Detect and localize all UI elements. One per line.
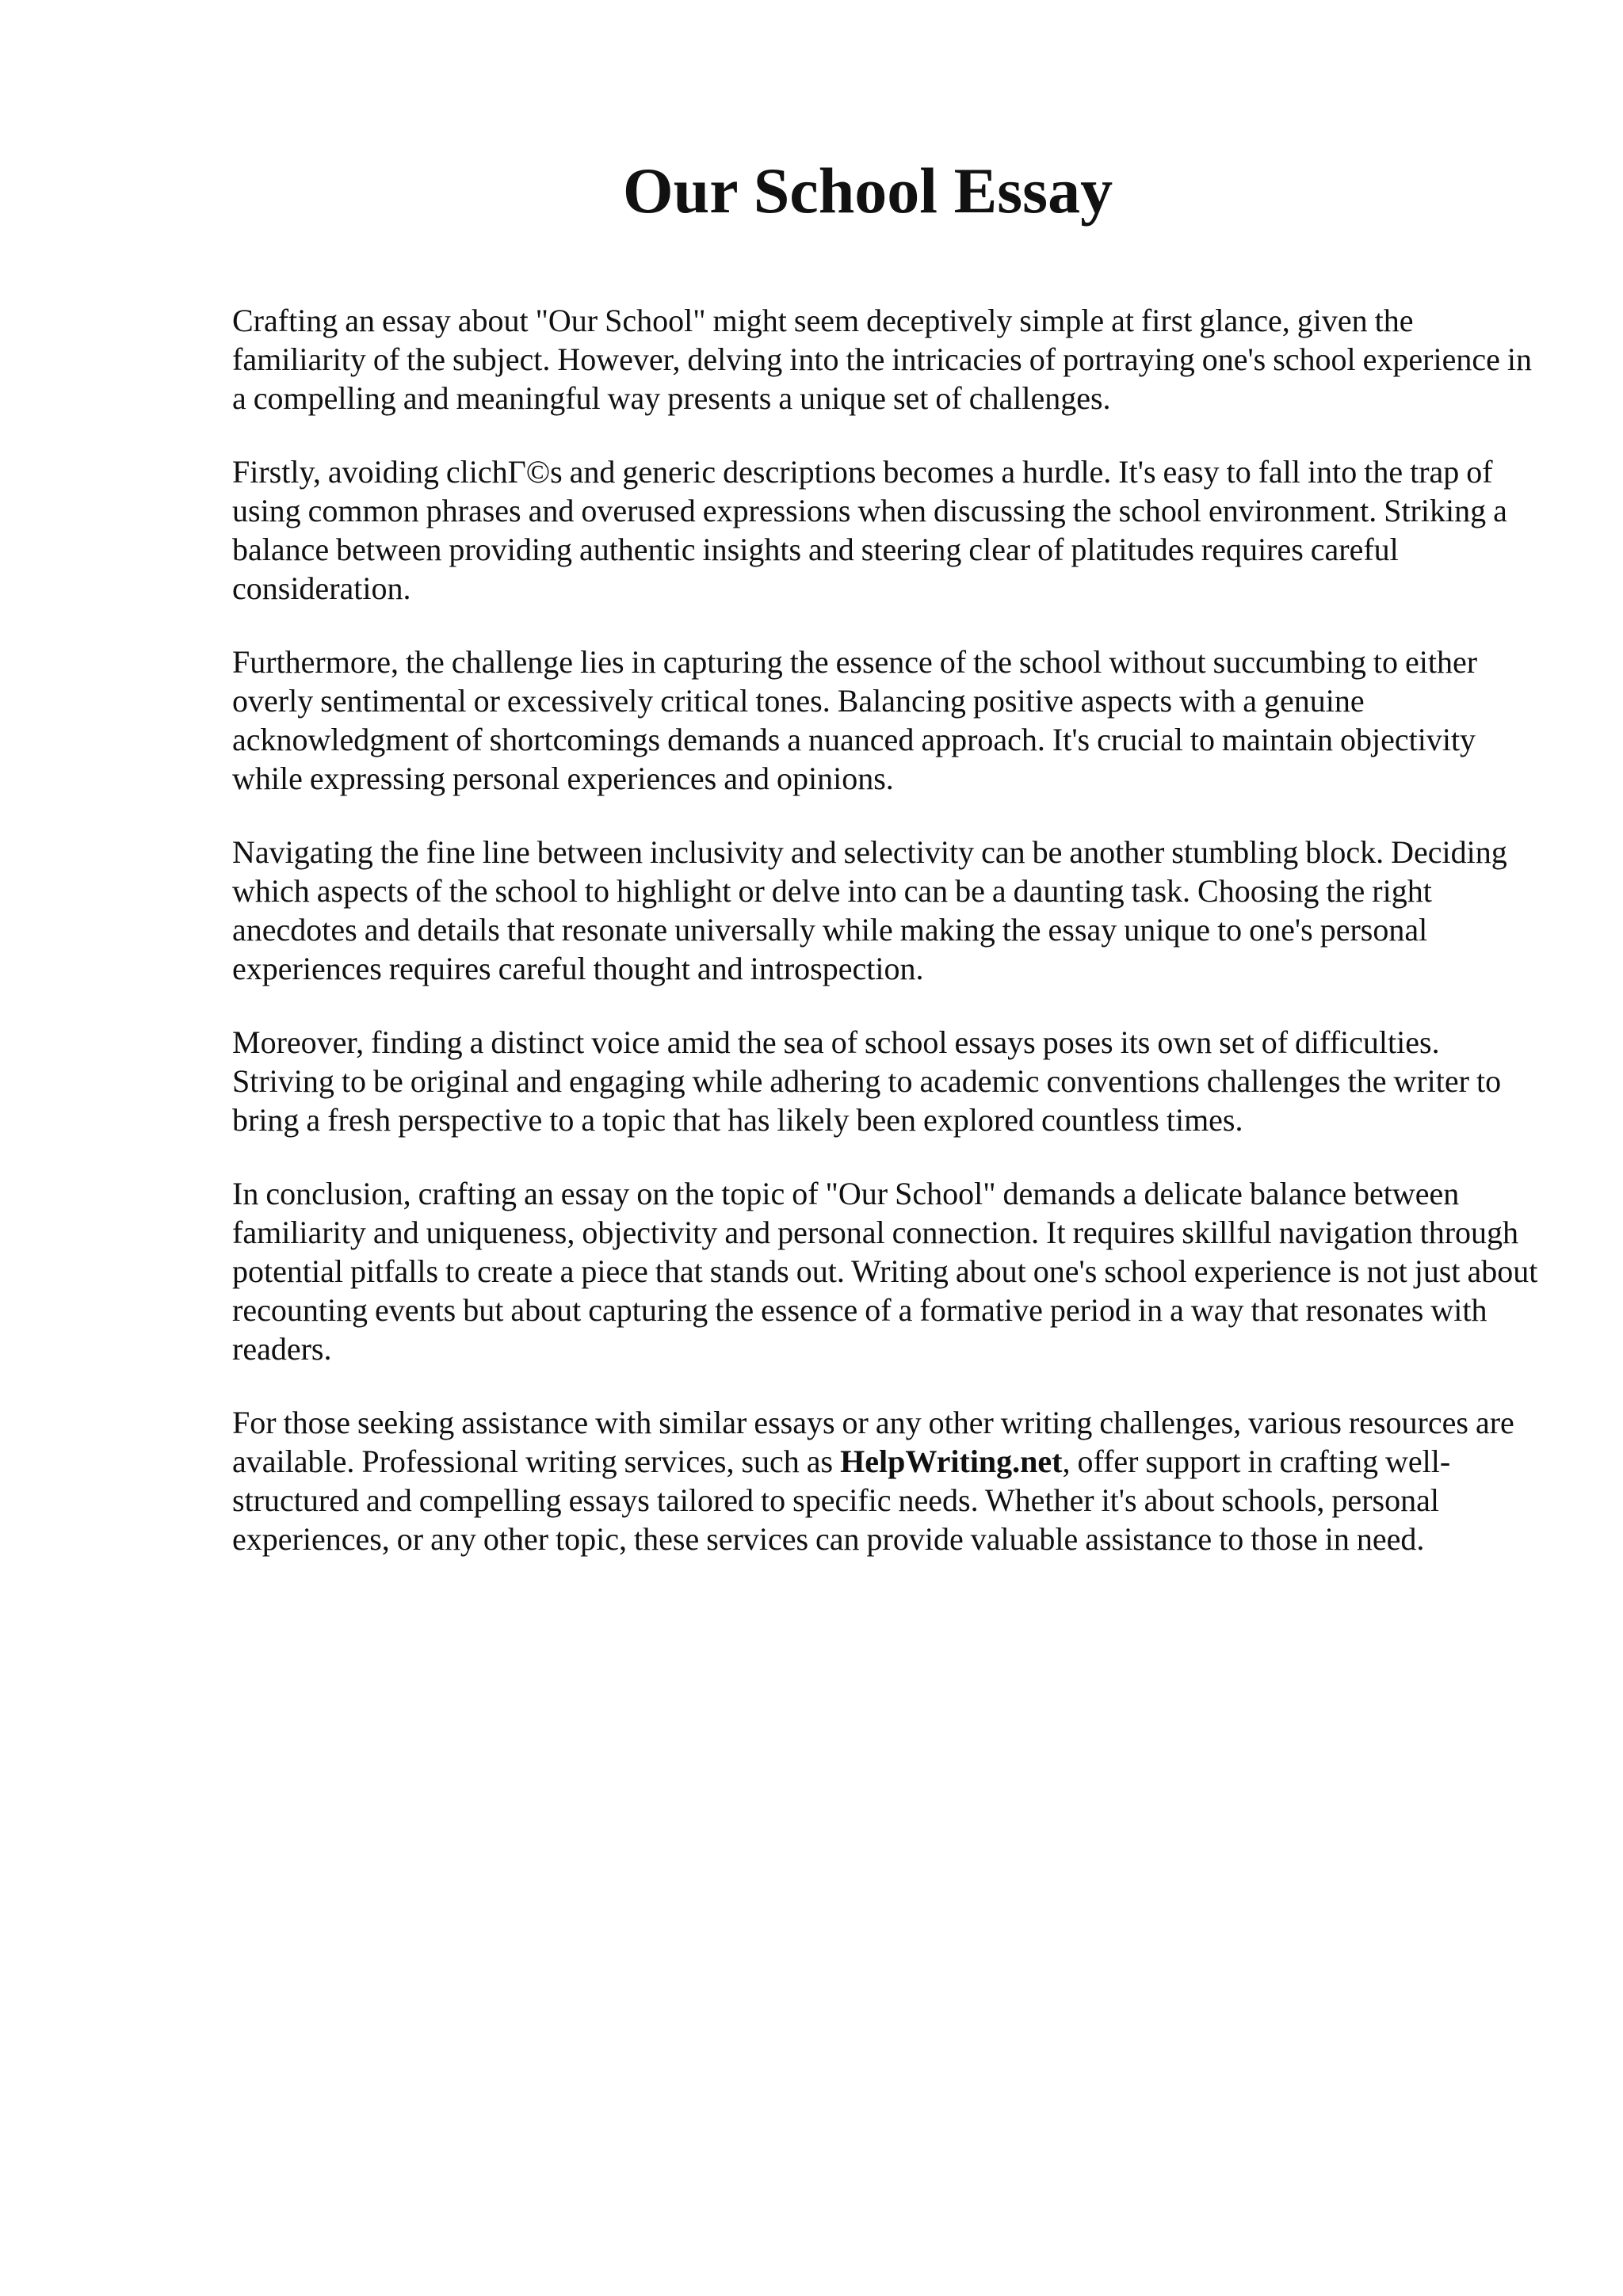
paragraph-voice: Moreover, finding a distinct voice amid the sea of school essays poses its own set of difficulties. Striving to be original and engaging while adhering to academic conventions challenges the writer to bring a fresh perspective to a topic that has likely been explored countless times. (232, 1024, 1502, 1138)
paragraph-selectivity: Navigating the fine line between inclusivity and selectivity can be another stumbling block. Deciding which aspects of the school to highlight or delve into can be a daunting task. Choosing the right anecdotes and details that resonate universally while making the essay unique to one's personal experiences requires careful thought and introspection. (232, 834, 1507, 986)
paragraph-cliches: Firstly, avoiding clichΓ©s and generic descriptions becomes a hurdle. It's easy to fall into the trap of using common phrases and overused expressions when discussing the school environment. Striking a balance between providing authentic insights and steering clear of platitudes requires careful consideration. (232, 454, 1507, 606)
paragraph-closing (232, 1403, 1540, 1558)
closing-text-after: , offer support in crafting well-structured and compelling essays tailored to specific needs. Whether it's about schools, personal experiences, or any other topic, these services can provide valuable assistance to those in need. (232, 1444, 1451, 1557)
paragraph-conclusion: In conclusion, crafting an essay on the topic of "Our School" demands a delicate balance between familiarity and uniqueness, objectivity and personal connection. It requires skillful navigation through potential pitfalls to create a piece that stands out. Writing about one's school experience is not just about recounting events but about capturing the essence of a formative period in a way that resonates with readers. (232, 1176, 1538, 1367)
paragraph-tone: Furthermore, the challenge lies in capturing the essence of the school without succumbing to either overly sentimental or excessively critical tones. Balancing positive aspects with a genuine acknowledgment of shortcomings demands a nuanced approach. It's crucial to maintain objectivity while expressing personal experiences and opinions. (232, 644, 1478, 796)
essay-body (232, 301, 1540, 1593)
brand-name: HelpWriting.net (840, 1444, 1063, 1479)
page-title: Our School Essay (622, 154, 1113, 227)
paragraph-intro: Crafting an essay about "Our School" might seem deceptively simple at first glance, given the familiarity of the subject. However, delving into the intricacies of portraying one's school experience in a compelling and meaningful way presents a unique set of challenges. (232, 303, 1532, 416)
closing-text-before: For those seeking assistance with similar essays or any other writing challenges, various resources are available. Professional writing services, such as (232, 1405, 1514, 1479)
